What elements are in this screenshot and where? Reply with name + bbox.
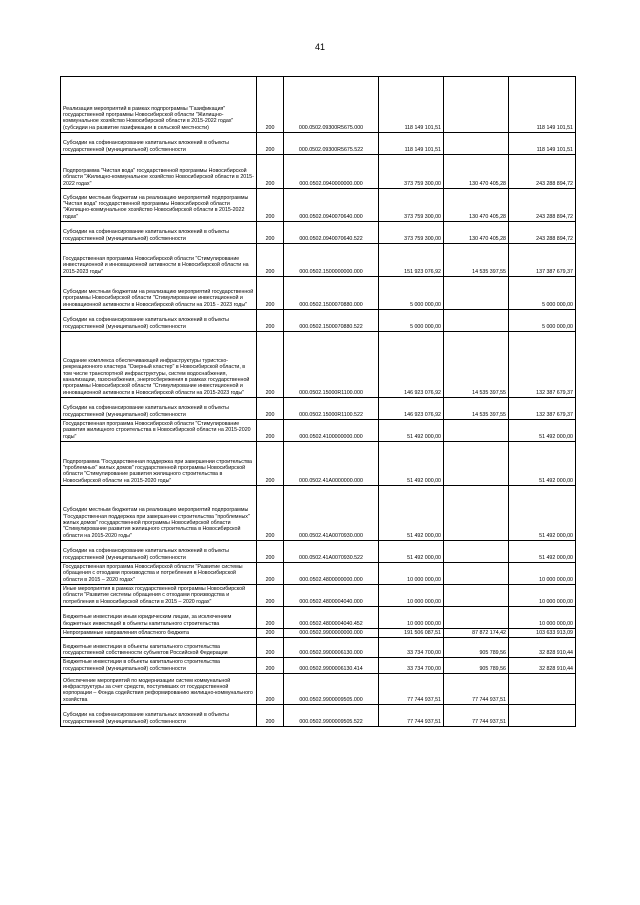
cell-name: Государственная программа Новосибирской области "Стимулирование развития жилищного строительства в Новосибирской области на 2015-2020 годы" [61, 420, 257, 442]
cell-sum1: 373 759 300,00 [379, 222, 444, 244]
cell-name: Подпрограмма "Государственная поддержка при завершении строительства "проблемных" жилых домов" государственной программы Новосибирской области "Стимулирование развития жилищного строительства в Новосибирской области на 2015-2020 годы" [61, 442, 257, 486]
table-row [61, 155, 576, 189]
cell-sum3: 51 492 000,00 [509, 442, 576, 486]
cell-sum2: 14 535 397,55 [444, 332, 509, 398]
cell-kbk: 000.0502.4800000000.000 [284, 563, 379, 585]
cell-kbk: 000.0502.15000R1100.000 [284, 332, 379, 398]
cell-sum3: 243 288 894,72 [509, 155, 576, 189]
cell-sum1: 51 492 000,00 [379, 486, 444, 541]
cell-sum2: 905 789,56 [444, 638, 509, 658]
cell-name: Реализация мероприятий в рамках подпрограммы "Газификация" государственной программы Новосибирской области "Жилищно-коммунальное хозяйство Новосибирской области в 2015-2022 годах" (субсидии на развитие газификации в сельской местности) [61, 77, 257, 133]
cell-code: 200 [257, 585, 284, 607]
table-row [61, 189, 576, 222]
cell-name: Субсидии местным бюджетам на реализацию мероприятий подпрограммы "Чистая вода" государственной программы Новосибирской области "Жилищно-коммунальное хозяйство Новосибирской области в 2015-2022 годах" [61, 189, 257, 222]
cell-code: 200 [257, 705, 284, 727]
cell-sum1: 77 744 937,51 [379, 674, 444, 705]
cell-sum3: 10 000 000,00 [509, 563, 576, 585]
cell-sum2: 130 470 405,28 [444, 155, 509, 189]
cell-sum1: 51 492 000,00 [379, 420, 444, 442]
cell-kbk: 000.0502.41А0070930.522 [284, 541, 379, 563]
table-row [61, 541, 576, 563]
cell-kbk: 000.0502.4100000000.000 [284, 420, 379, 442]
cell-code: 200 [257, 155, 284, 189]
cell-name: Бюджетные инвестиции в объекты капитального строительства государственной собственности субъектов Российской Федерации [61, 638, 257, 658]
cell-kbk: 000.0502.0940070640.000 [284, 189, 379, 222]
cell-kbk: 000.0502.41А0000000.000 [284, 442, 379, 486]
cell-name: Подпрограмма "Чистая вода" государственной программы Новосибирской области "Жилищно-коммунальное хозяйство Новосибирской области в 2015-2022 годах" [61, 155, 257, 189]
cell-sum3: 118 149 101,51 [509, 133, 576, 155]
cell-sum2 [444, 277, 509, 310]
cell-sum1: 10 000 000,00 [379, 585, 444, 607]
cell-sum1: 191 506 087,51 [379, 629, 444, 638]
table-row [61, 607, 576, 629]
page-number: 41 [314, 42, 325, 52]
cell-kbk: 000.0502.4800004040.000 [284, 585, 379, 607]
cell-code: 200 [257, 420, 284, 442]
cell-name: Субсидии на софинансирование капитальных вложений в объекты государственной (муниципальной) собственности [61, 310, 257, 332]
table-row [61, 638, 576, 658]
cell-sum2: 14 535 397,55 [444, 244, 509, 277]
cell-code: 200 [257, 658, 284, 674]
cell-sum3: 5 000 000,00 [509, 277, 576, 310]
cell-sum3: 10 000 000,00 [509, 585, 576, 607]
cell-name: Бюджетные инвестиции иным юридическим лицам, за исключением бюджетных инвестиций в объекты капитального строительства [61, 607, 257, 629]
cell-code: 200 [257, 277, 284, 310]
cell-sum3: 10 000 000,00 [509, 607, 576, 629]
cell-code: 200 [257, 674, 284, 705]
cell-name: Создание комплекса обеспечивающей инфраструктуры туристско-рекреационного кластера "Озерный кластер" в Новосибирской области, в том числе транспортной инфраструктуры, систем водоснабжения, канализации, газоснабжения, энергосбережения в рамках государственной программы Новосибирской области "Стимулирование инвестиционной и инновационной активности в Новосибирской области на 2015-2023 годы" [61, 332, 257, 398]
cell-sum3: 51 492 000,00 [509, 486, 576, 541]
cell-name: Государственная программа Новосибирской области "Стимулирование инвестиционной и инновационной активности в Новосибирской области на 2015-2023 годы" [61, 244, 257, 277]
table-row [61, 222, 576, 244]
cell-name: Обеспечение мероприятий по модернизации систем коммунальной инфраструктуры за счет средств, поступивших от государственной корпорации – Фонда содействия реформированию жилищно-коммунального хозяйства [61, 674, 257, 705]
cell-code: 200 [257, 442, 284, 486]
cell-code: 200 [257, 629, 284, 638]
cell-name: Государственная программа Новосибирской области "Развитие системы обращения с отходами производства и потребления в Новосибирской области в 2015 – 2020 годах" [61, 563, 257, 585]
cell-sum1: 77 744 937,51 [379, 705, 444, 727]
cell-sum1: 10 000 000,00 [379, 563, 444, 585]
cell-sum1: 51 492 000,00 [379, 541, 444, 563]
cell-code: 200 [257, 244, 284, 277]
cell-sum3: 243 288 894,72 [509, 189, 576, 222]
cell-sum1: 373 759 300,00 [379, 155, 444, 189]
cell-sum3: 137 387 679,37 [509, 244, 576, 277]
cell-sum3: 118 149 101,51 [509, 77, 576, 133]
cell-kbk: 000.0502.9900000000.000 [284, 629, 379, 638]
cell-code: 200 [257, 332, 284, 398]
cell-sum1: 51 492 000,00 [379, 442, 444, 486]
cell-sum2: 14 535 397,55 [444, 398, 509, 420]
cell-sum2 [444, 133, 509, 155]
cell-sum3: 32 828 910,44 [509, 658, 576, 674]
cell-kbk: 000.0502.41А0070930.000 [284, 486, 379, 541]
cell-sum1: 146 923 076,92 [379, 332, 444, 398]
cell-name: Субсидии местным бюджетам на реализацию мероприятий государственной программы Новосибирской области "Стимулирование инвестиционной и инновационной активности в Новосибирской области на 2015 - 2023 годы" [61, 277, 257, 310]
cell-code: 200 [257, 77, 284, 133]
cell-code: 200 [257, 133, 284, 155]
table-row [61, 398, 576, 420]
table-row [61, 77, 576, 133]
cell-sum3 [509, 674, 576, 705]
table-row [61, 420, 576, 442]
cell-sum3: 32 828 910,44 [509, 638, 576, 658]
cell-sum2 [444, 77, 509, 133]
cell-name: Субсидии на софинансирование капитальных вложений в объекты государственной (муниципальной) собственности [61, 541, 257, 563]
cell-name: Иные мероприятия в рамках государственной программы Новосибирской области "Развитие системы обращения с отходами производства и потребления в Новосибирской области в 2015 – 2020 годах" [61, 585, 257, 607]
cell-sum2: 130 470 405,28 [444, 189, 509, 222]
cell-sum1: 118 149 101,51 [379, 133, 444, 155]
cell-name: Субсидии местным бюджетам на реализацию мероприятий подпрограммы "Государственная поддержка при завершении строительства "проблемных" жилых домов" государственной программы Новосибирской области "Стимулирование развития жилищного строительства в Новосибирской области на 2015-2020 годы" [61, 486, 257, 541]
table-row [61, 133, 576, 155]
cell-sum2 [444, 541, 509, 563]
cell-kbk: 000.0502.9900009505.522 [284, 705, 379, 727]
cell-name: Субсидии на софинансирование капитальных вложений в объекты государственной (муниципальной) собственности [61, 398, 257, 420]
table-row [61, 658, 576, 674]
cell-name: Субсидии на софинансирование капитальных вложений в объекты государственной (муниципальной) собственности [61, 133, 257, 155]
cell-kbk: 000.0502.9900006130.414 [284, 658, 379, 674]
table-row [61, 244, 576, 277]
table-row [61, 674, 576, 705]
cell-code: 200 [257, 310, 284, 332]
cell-kbk: 000.0502.9900006130.000 [284, 638, 379, 658]
cell-kbk: 000.0502.15000R1100.522 [284, 398, 379, 420]
cell-code: 200 [257, 189, 284, 222]
cell-sum1: 146 923 076,92 [379, 398, 444, 420]
cell-sum2: 77 744 937,51 [444, 705, 509, 727]
cell-name: Непрограммные направления областного бюджета [61, 629, 257, 638]
cell-sum2 [444, 607, 509, 629]
table-row [61, 486, 576, 541]
cell-sum2 [444, 420, 509, 442]
cell-code: 200 [257, 486, 284, 541]
cell-sum2 [444, 585, 509, 607]
table-row [61, 629, 576, 638]
cell-sum1: 5 000 000,00 [379, 310, 444, 332]
cell-sum2: 77 744 937,51 [444, 674, 509, 705]
cell-sum3 [509, 705, 576, 727]
cell-kbk: 000.0502.0940000000.000 [284, 155, 379, 189]
cell-name: Субсидии на софинансирование капитальных вложений в объекты государственной (муниципальной) собственности [61, 222, 257, 244]
cell-sum1: 5 000 000,00 [379, 277, 444, 310]
cell-sum3: 132 387 679,37 [509, 398, 576, 420]
cell-kbk: 000.0502.4800004040.452 [284, 607, 379, 629]
cell-sum1: 10 000 000,00 [379, 607, 444, 629]
cell-sum1: 33 734 700,00 [379, 658, 444, 674]
cell-code: 200 [257, 541, 284, 563]
cell-kbk: 000.0502.0940070640.522 [284, 222, 379, 244]
table-row [61, 563, 576, 585]
table-row [61, 332, 576, 398]
cell-name: Субсидии на софинансирование капитальных вложений в объекты государственной (муниципальной) собственности [61, 705, 257, 727]
cell-sum3: 5 000 000,00 [509, 310, 576, 332]
cell-code: 200 [257, 222, 284, 244]
cell-kbk: 000.0502.9900009505.000 [284, 674, 379, 705]
cell-code: 200 [257, 398, 284, 420]
cell-code: 200 [257, 638, 284, 658]
cell-sum1: 373 759 300,00 [379, 189, 444, 222]
cell-kbk: 000.0502.1500070880.522 [284, 310, 379, 332]
cell-sum3: 243 288 894,72 [509, 222, 576, 244]
cell-sum3: 132 387 679,37 [509, 332, 576, 398]
cell-sum1: 151 923 076,92 [379, 244, 444, 277]
cell-sum1: 33 734 700,00 [379, 638, 444, 658]
cell-sum3: 103 633 913,09 [509, 629, 576, 638]
cell-sum1: 118 149 101,51 [379, 77, 444, 133]
cell-sum2: 87 872 174,42 [444, 629, 509, 638]
cell-kbk: 000.0502.1500000000.000 [284, 244, 379, 277]
cell-kbk: 000.0502.09300R5675.522 [284, 133, 379, 155]
cell-code: 200 [257, 563, 284, 585]
cell-kbk: 000.0502.09300R5675.000 [284, 77, 379, 133]
cell-name: Бюджетные инвестиции в объекты капитального строительства государственной (муниципальной) собственности [61, 658, 257, 674]
cell-code: 200 [257, 607, 284, 629]
cell-sum2 [444, 442, 509, 486]
table-row [61, 310, 576, 332]
table-row [61, 277, 576, 310]
cell-sum3: 51 492 000,00 [509, 420, 576, 442]
cell-sum2: 905 789,56 [444, 658, 509, 674]
cell-kbk: 000.0502.1500070880.000 [284, 277, 379, 310]
cell-sum2: 130 470 405,28 [444, 222, 509, 244]
cell-sum2 [444, 310, 509, 332]
cell-sum3: 51 492 000,00 [509, 541, 576, 563]
table-row [61, 705, 576, 727]
table-row [61, 442, 576, 486]
budget-table [60, 76, 576, 727]
table-row [61, 585, 576, 607]
cell-sum2 [444, 486, 509, 541]
cell-sum2 [444, 563, 509, 585]
